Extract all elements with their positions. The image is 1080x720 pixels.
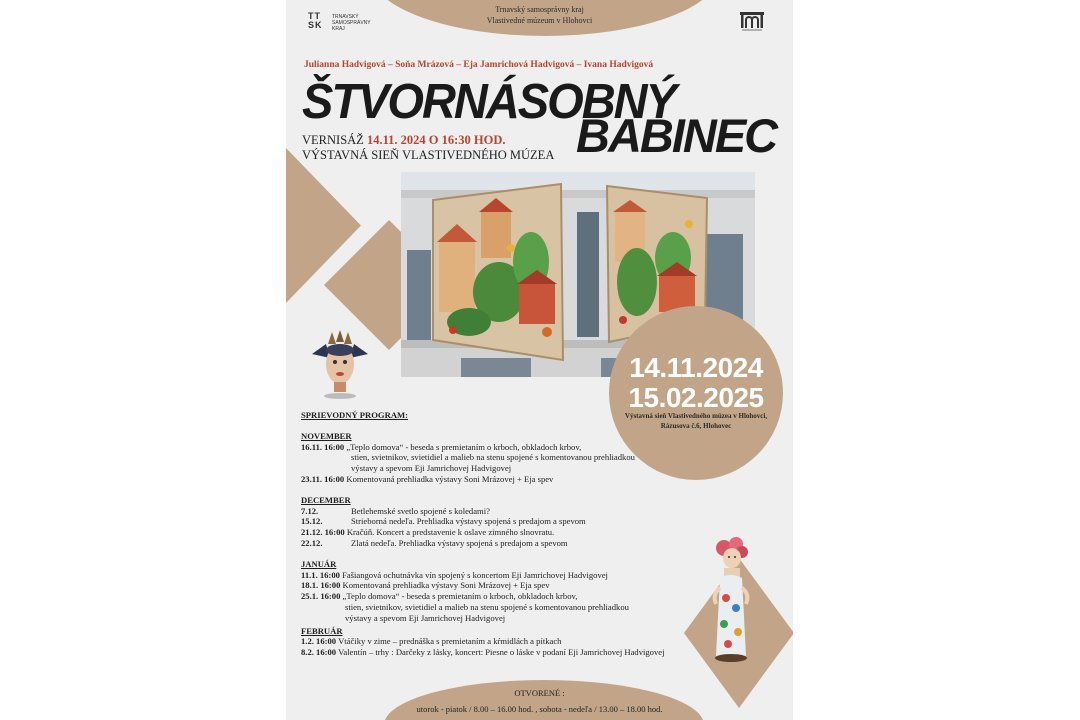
program-month-heading: DECEMBER (301, 494, 351, 505)
ttsk-logo-text: TRNAVSKÝ SAMOSPRÁVNY KRAJ (332, 14, 371, 32)
opening-hours: utorok - piatok / 8.00 – 16.00 hod. , sobota - nedeľa / 13.00 – 18.00 hod. (416, 704, 663, 714)
program-event (301, 591, 701, 602)
program-months (301, 431, 701, 658)
organization-name: Trnavský samosprávny kraj (495, 5, 584, 14)
location-line-2: Rázusova č.6, Hlohovec (660, 422, 732, 430)
program-month-heading: NOVEMBER (301, 430, 352, 441)
authors-line: Julianna Hadvigová – Soňa Mrázová – Eja Jamrichová Hadvigová – Ivana Hadvigová (304, 60, 654, 70)
program-event (301, 442, 701, 453)
program-event-date: 7.12. (301, 505, 319, 516)
program-event (301, 602, 701, 613)
program-event (301, 613, 701, 624)
program-section (301, 410, 701, 658)
program-event-date: 16.11. 16:00 (301, 441, 345, 452)
program-event-text: Komentovaná prehliadka výstavy Soni Mrázovej + Eja spev (344, 473, 554, 484)
program-event-text: Komentovaná prehliadka výstavy Soni Mrázovej + Eja spev (340, 580, 550, 591)
program-event (301, 570, 701, 581)
program-event (301, 647, 701, 658)
program-event (301, 527, 701, 538)
ttsk-logo-mark: TT SK (308, 11, 323, 30)
vernissage-venue: VÝSTAVNÁ SIEŇ VLASTIVEDNÉHO MÚZEA (302, 148, 555, 162)
exhibition-start-date: 14.11.2024 (629, 352, 763, 383)
program-event-date: 1.2. 16:00 (301, 636, 337, 647)
program-event-date: 23.11. 16:00 (301, 473, 345, 484)
program-event-text: stien, svietnikov, svietidiel a malieb na stenu spojené s komentovanou prehliadkou (351, 452, 635, 463)
location-line-1: Výstavná sieň Vlastivedného múzea v Hlohovci, (624, 412, 768, 420)
program-event-date: 22.12. (301, 537, 323, 548)
program-event-text: Valentín – trhy : Darčeky z lásky, koncert: Piesne o láske v podaní Eji Jamrichovej Hadvigovej (336, 647, 665, 658)
footer-oval (384, 680, 704, 720)
program-event-date: 25.1. 16:00 (301, 591, 341, 602)
museum-logo-icon (738, 10, 766, 32)
program-event-text: Kračúň. Koncert a predstavenie k oslave zimného slnovratu. (344, 527, 555, 538)
poster (286, 0, 793, 720)
program-event-text: stien, svietnikov, svietidiel a malieb na stenu spojené s komentovanou prehliadkou (345, 601, 629, 612)
program-event-date: 18.1. 16:00 (301, 580, 341, 591)
program-event (301, 452, 701, 463)
program-event (301, 474, 701, 485)
ceramic-doll-image (702, 534, 760, 666)
program-event-text: Strieborná nedeľa. Prehliadka výstavy spojená s predajom a spevom (351, 516, 586, 527)
museum-name: Vlastivedné múzeum v Hlohovci (486, 16, 593, 25)
vernissage-prefix: VERNISÁŽ (302, 133, 367, 147)
program-event-date: 21.12. 16:00 (301, 527, 345, 538)
program-event (301, 636, 701, 647)
program-event-text: „Teplo domova“ - beseda s premietaním o krboch, obkladoch krbov, (344, 441, 582, 452)
vernissage-datetime: 14.11. 2024 O 16:30 HOD. (366, 133, 506, 147)
program-event (301, 506, 701, 517)
program-event-date: 11.1. 16:00 (301, 569, 340, 580)
program-event-text: „Teplo domova“ - beseda s premietaním o krboch, obkladoch krbov, (340, 591, 578, 602)
program-event-date: 8.2. 16:00 (301, 647, 337, 658)
program-event-text: výstavy a spevom Eji Jamrichovej Hadvigovej (345, 612, 506, 623)
program-event (301, 463, 701, 474)
program-event-text: Vtáčiky v zime – prednáška s premietaním a kŕmidlách a pítkach (336, 636, 562, 647)
program-event-text: Zlatá nedeľa. Prehliadka výstavy spojená s predajom a spevom (351, 537, 568, 548)
program-month-heading: FEBRUÁR (301, 625, 343, 636)
opening-label: OTVORENÉ : (514, 688, 565, 698)
program-event (301, 538, 701, 549)
title-line-2: BABINEC (576, 109, 777, 162)
exhibition-end-date: 15.02.2025 (628, 382, 764, 413)
program-event-text: Betlehemské svetlo spojené s koledami? (351, 505, 490, 516)
program-month-heading: JANUÁR (301, 558, 337, 569)
program-event-text: výstavy a spevom Eji Jamrichovej Hadvigovej (351, 463, 512, 474)
ceramic-mask-image (308, 330, 372, 400)
title-line-1: ŠTVORNÁSOBNÝ (302, 73, 675, 129)
program-event-text: Fašiangová ochutnávka vín spojený s koncertom Eji Jamrichovej Hadvigovej (339, 569, 608, 580)
program-event (301, 580, 701, 591)
ttsk-logo (308, 12, 388, 34)
program-event (301, 516, 701, 527)
vernissage-info (302, 133, 554, 163)
program-title: SPRIEVODNÝ PROGRAM: (301, 410, 409, 420)
program-event-date: 15.12. (301, 516, 323, 527)
